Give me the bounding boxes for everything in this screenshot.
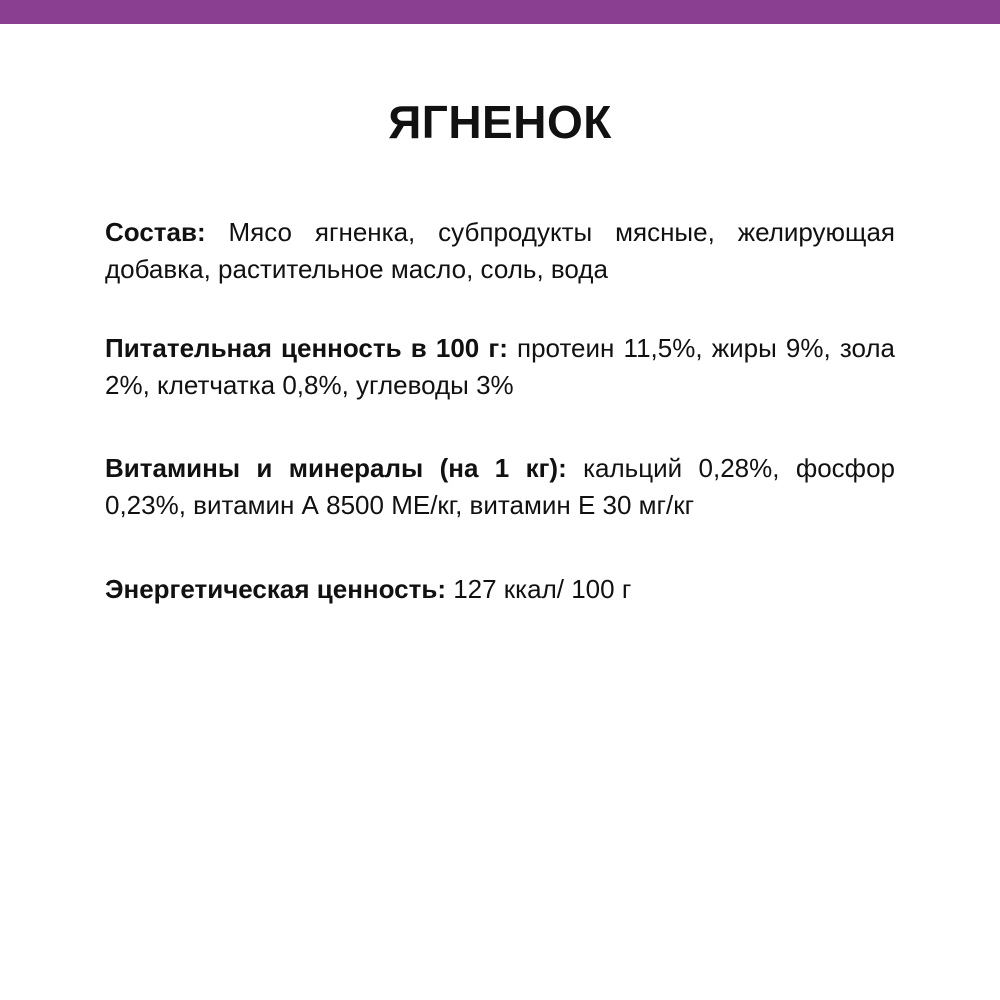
nutrition-section xyxy=(105,330,895,404)
energy-label: Энергетическая ценность: xyxy=(105,574,446,604)
vitamins-text: кальций 0,28%, фосфор 0,23%, витамин А 8500 МЕ/кг, витамин Е 30 мг/кг xyxy=(105,453,895,520)
vitamins-label: Витамины и минералы (на 1 кг): xyxy=(105,453,567,483)
vitamins-section xyxy=(105,450,895,524)
composition-text: Мясо ягненка, субпродукты мясные, желирующая добавка, растительное масло, соль, вода xyxy=(105,217,895,284)
energy-section xyxy=(105,571,895,608)
nutrition-label: Питательная ценность в 100 г: xyxy=(105,333,508,363)
energy-text: 127 ккал/ 100 г xyxy=(445,574,632,604)
composition-label: Состав: xyxy=(105,217,206,247)
nutrition-text: протеин 11,5%, жиры 9%, зола 2%, клетчатка 0,8%, углеводы 3% xyxy=(105,333,895,400)
page-title: ЯГНЕНОК xyxy=(388,96,612,148)
composition-section xyxy=(105,214,895,288)
accent-top-bar xyxy=(0,0,1000,24)
